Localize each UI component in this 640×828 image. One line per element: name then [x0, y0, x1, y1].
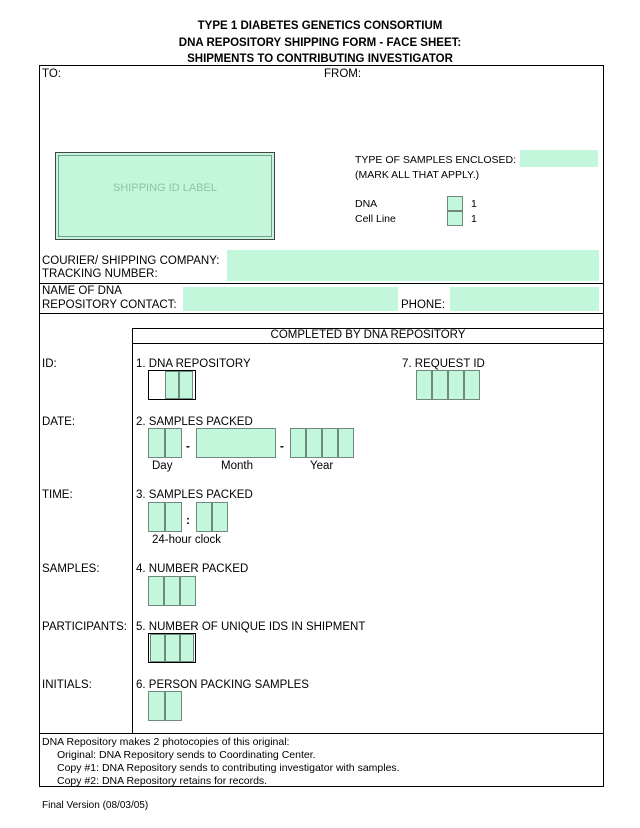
form-subtitle-2: SHIPMENTS TO CONTRIBUTING INVESTIGATOR [187, 53, 453, 65]
footer-note-3: Copy #1: DNA Repository sends to contributing investigator with samples. [57, 762, 400, 774]
day-digit[interactable] [165, 428, 182, 458]
year-digit[interactable] [306, 428, 322, 458]
dna-repository-label: 1. DNA REPOSITORY [136, 358, 251, 370]
participants-label: PARTICIPANTS: [42, 621, 127, 633]
shipping-id-placeholder: SHIPPING ID LABEL [113, 182, 217, 194]
initials-digit[interactable] [148, 691, 165, 721]
number-packed-label: 4. NUMBER PACKED [136, 563, 249, 575]
number-packed-digit[interactable] [164, 576, 180, 606]
repository-section-title: COMPLETED BY DNA REPOSITORY [270, 329, 466, 341]
footer-note-2: Original: DNA Repository sends to Coordinating Center. [57, 749, 316, 761]
date-label: DATE: [42, 416, 76, 428]
unique-ids-digit[interactable] [180, 634, 194, 662]
contact-label-2: REPOSITORY CONTACT: [42, 299, 177, 311]
form-title: TYPE 1 DIABETES GENETICS CONSORTIUM [197, 20, 443, 32]
divider [39, 283, 604, 284]
id-label: ID: [42, 358, 57, 370]
dna-checkbox[interactable] [447, 196, 463, 211]
hour-digit[interactable] [165, 502, 182, 532]
time-label: TIME: [42, 489, 73, 501]
contact-label-1: NAME OF DNA [42, 285, 122, 297]
unique-ids-label: 5. NUMBER OF UNIQUE IDS IN SHIPMENT [136, 621, 366, 633]
footer-note-1: DNA Repository makes 2 photocopies of this original: [42, 736, 290, 748]
hour-digit[interactable] [148, 502, 165, 532]
courier-tracking-field[interactable] [227, 250, 599, 281]
year-caption: Year [310, 460, 334, 472]
year-digit[interactable] [290, 428, 306, 458]
year-digit[interactable] [322, 428, 338, 458]
samples-enclosed-field[interactable] [520, 150, 598, 167]
date-separator: - [280, 441, 284, 453]
samples-enclosed-title: TYPE OF SAMPLES ENCLOSED: [355, 154, 517, 166]
version-label: Final Version (08/03/05) [42, 800, 149, 811]
request-id-digit[interactable] [464, 370, 480, 400]
date-separator: - [186, 441, 190, 453]
option-dna-label: DNA [355, 198, 378, 210]
samples-label: SAMPLES: [42, 563, 100, 575]
minute-digit[interactable] [196, 502, 212, 532]
year-digit[interactable] [338, 428, 354, 458]
month-caption: Month [221, 460, 253, 472]
request-id-label: 7. REQUEST ID [402, 358, 485, 370]
divider [132, 343, 604, 344]
dna-repository-digit[interactable] [165, 371, 179, 399]
number-packed-digit[interactable] [180, 576, 196, 606]
option-cell-line-code: 1 [471, 213, 477, 225]
divider [39, 733, 604, 734]
samples-enclosed-subtitle: (MARK ALL THAT APPLY.) [355, 169, 480, 181]
phone-label: PHONE: [401, 299, 446, 311]
unique-ids-digit[interactable] [150, 634, 165, 662]
samples-packed-date-label: 2. SAMPLES PACKED [136, 416, 253, 428]
clock-note: 24-hour clock [152, 534, 222, 546]
day-digit[interactable] [148, 428, 165, 458]
form-subtitle: DNA REPOSITORY SHIPPING FORM - FACE SHEET: [178, 37, 462, 49]
from-label: FROM: [324, 68, 362, 80]
dna-repository-digit[interactable] [179, 371, 193, 399]
initials-digit[interactable] [165, 691, 182, 721]
phone-field[interactable] [450, 287, 599, 311]
time-separator: : [186, 515, 190, 527]
request-id-digit[interactable] [432, 370, 448, 400]
samples-packed-time-label: 3. SAMPLES PACKED [136, 489, 253, 501]
option-dna-code: 1 [471, 198, 477, 210]
person-packing-label: 6. PERSON PACKING SAMPLES [136, 679, 309, 691]
footer-note-4: Copy #2: DNA Repository retains for records. [57, 775, 268, 787]
minute-digit[interactable] [212, 502, 228, 532]
number-packed-digit[interactable] [148, 576, 164, 606]
to-label: TO: [42, 68, 61, 80]
day-caption: Day [152, 460, 173, 472]
cell-line-checkbox[interactable] [447, 211, 463, 226]
request-id-digit[interactable] [416, 370, 432, 400]
shipping-id-label-box[interactable] [55, 152, 275, 240]
unique-ids-digit[interactable] [165, 634, 180, 662]
initials-label: INITIALS: [42, 679, 92, 691]
courier-label: COURIER/ SHIPPING COMPANY: [42, 255, 220, 267]
divider [39, 313, 604, 314]
request-id-digit[interactable] [448, 370, 464, 400]
repository-contact-field[interactable] [183, 287, 398, 311]
option-cell-line-label: Cell Line [355, 213, 396, 225]
month-field[interactable] [196, 428, 276, 458]
tracking-label: TRACKING NUMBER: [42, 268, 158, 280]
